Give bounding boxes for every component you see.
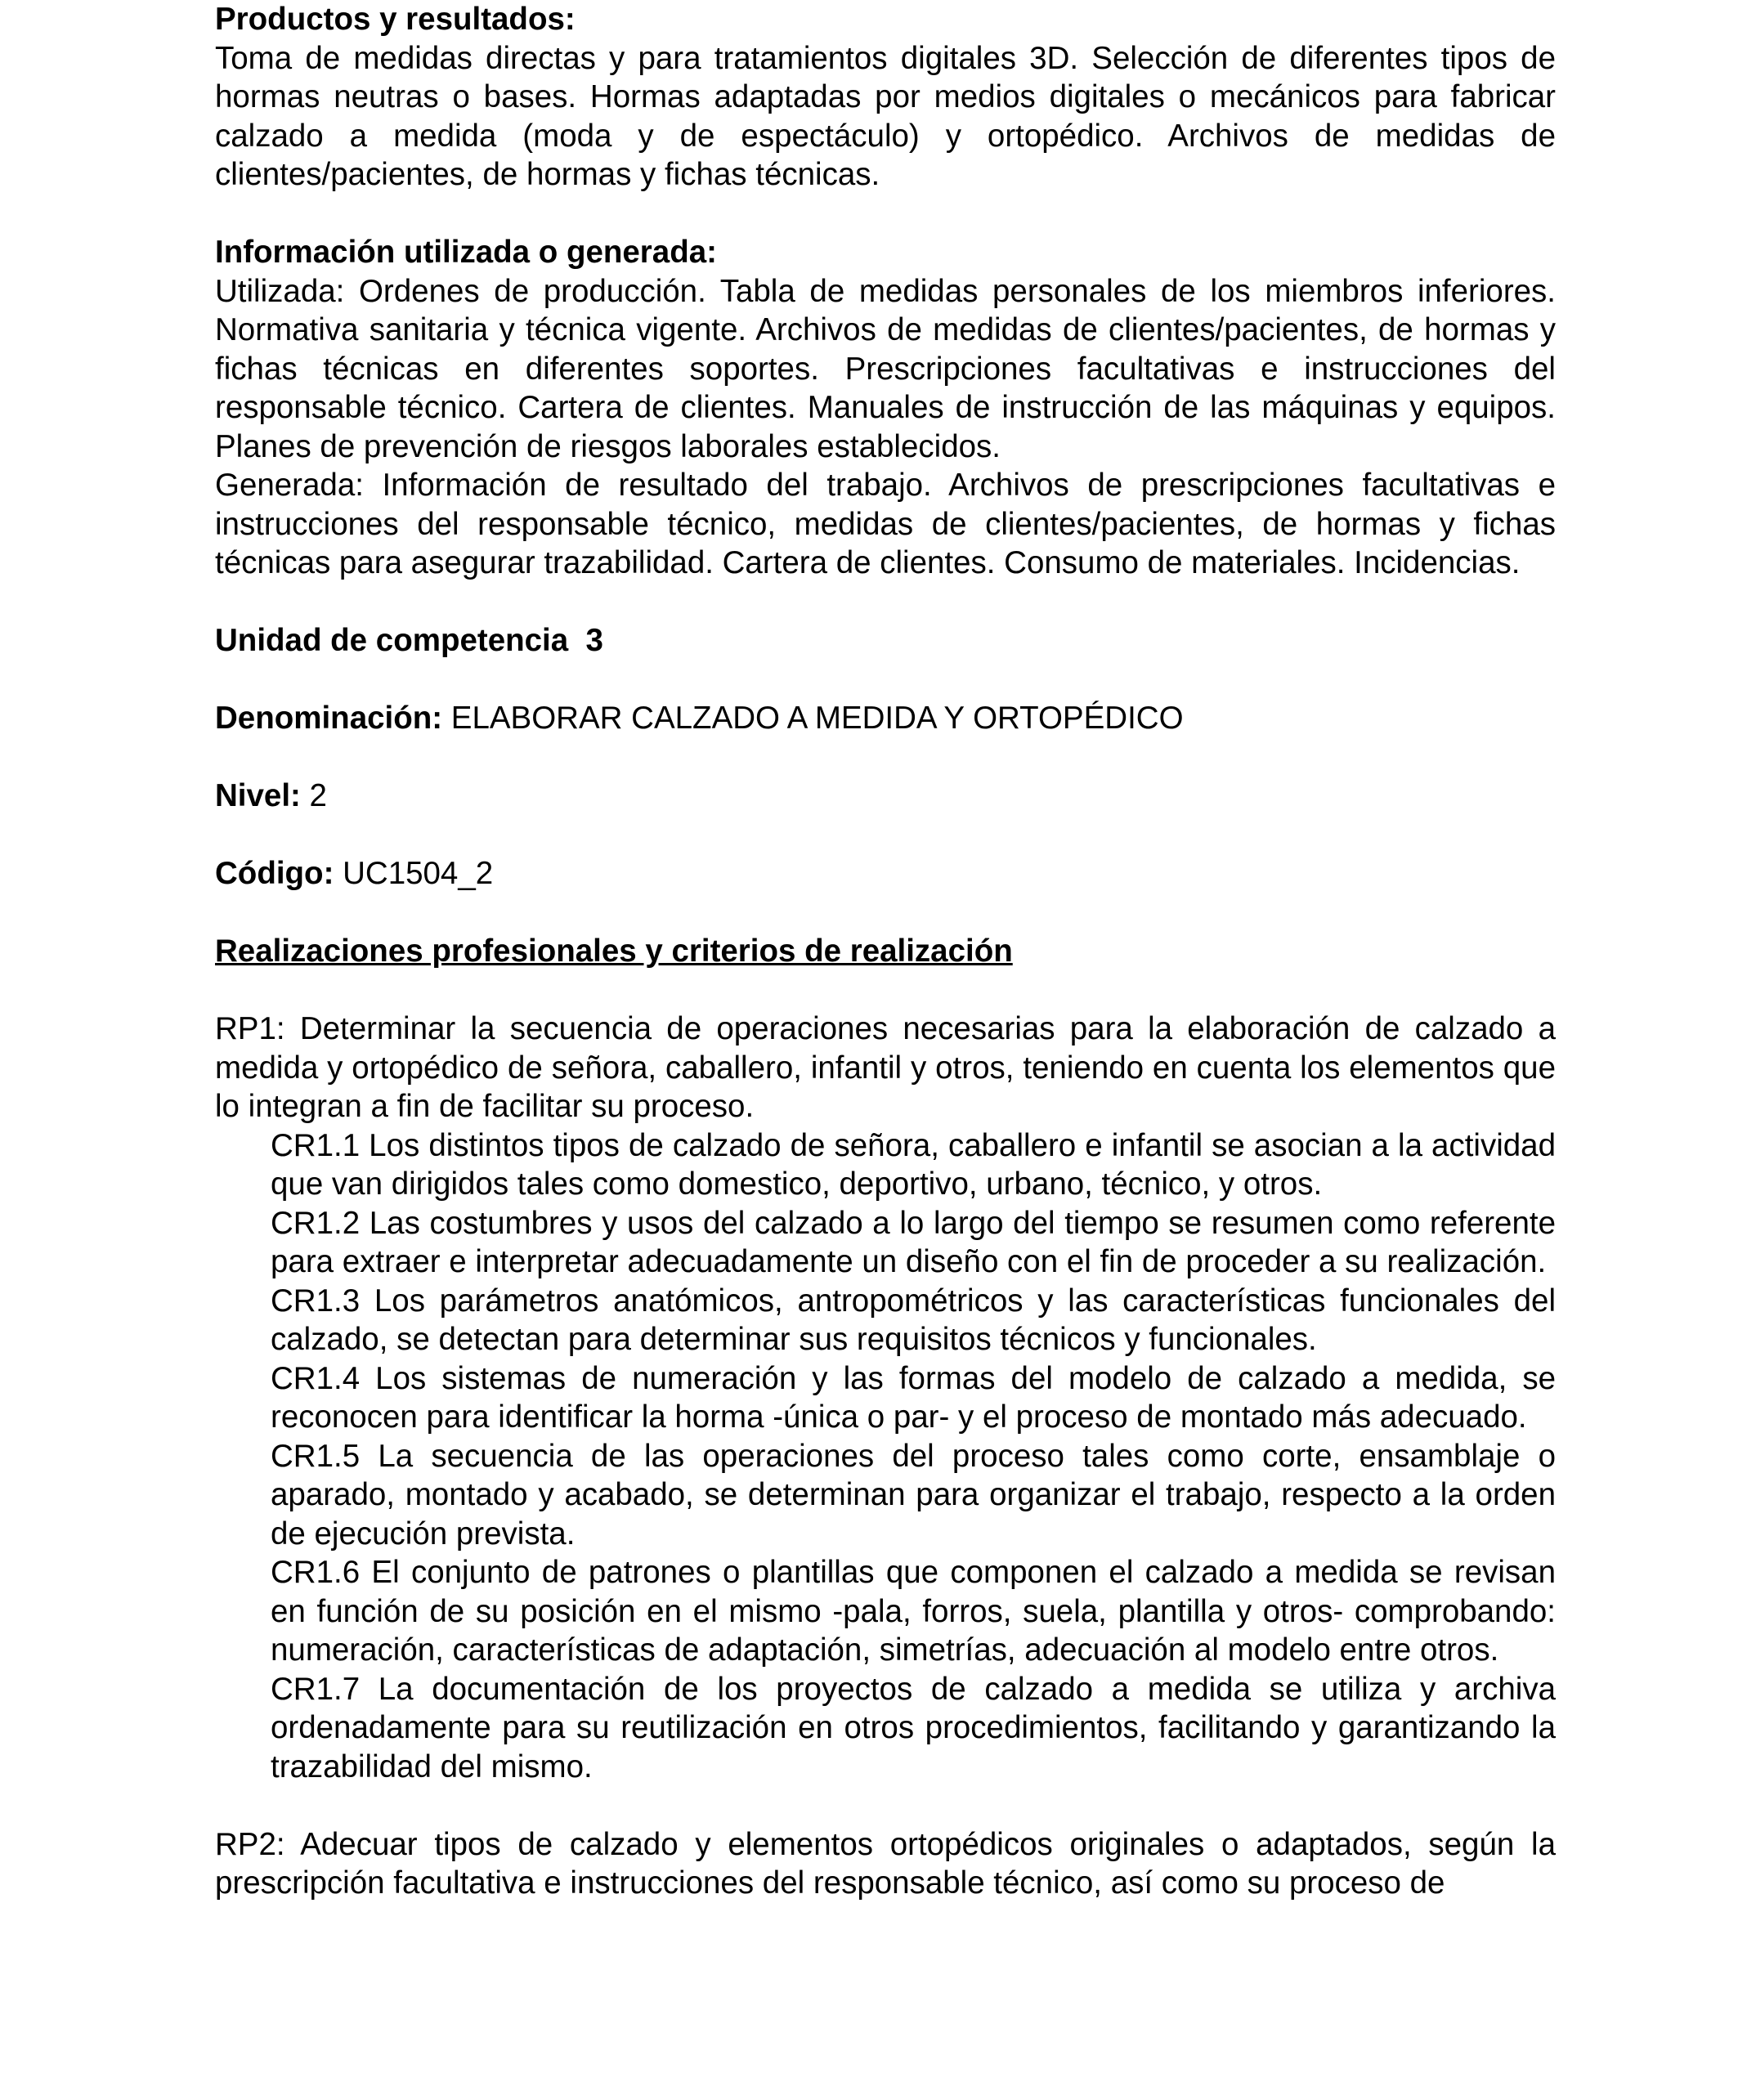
informacion-utilizada: Utilizada: Ordenes de producción. Tabla de medidas personales de los miembros inferiores. Normativa sanitaria y técnica vigente. Archivos de medidas de clientes/pacientes, de hormas y fichas técnicas en diferentes soportes. Prescripciones facultativas e instrucciones del responsable técnico. Cartera de clientes. Manuales de instrucción de las máquinas y equipos. Planes de prevención de riesgos laborales establecidos. [215,273,1556,464]
informacion-generada: Generada: Información de resultado del trabajo. Archivos de prescripciones facultativas e instrucciones del responsable técnico, medidas de clientes/pacientes, de hormas y fichas técnicas para asegurar trazabilidad. Cartera de clientes. Consumo de materiales. Incidencias. [215,468,1556,580]
spacer [215,1786,1556,1825]
rp2-text: RP2: Adecuar tipos de calzado y elementos ortopédicos originales o adaptados, según la prescripción facultativa e instrucciones del responsable técnico, así como su proceso de [215,1826,1556,1901]
productos-heading: Productos y resultados: [215,2,576,37]
criterion-item: CR1.6 El conjunto de patrones o plantillas que componen el calzado a medida se revisan en función de su posición en el mismo -pala, forros, suela, plantilla y otros- comprobando: numeración, características de adaptación, simetrías, adecuación al modelo entre otros. [271,1555,1556,1668]
realizaciones-heading: Realizaciones profesionales y criterios de realización [215,934,1013,969]
spacer [215,893,1556,933]
spacer [215,195,1556,234]
denominacion-line [215,699,1556,738]
spacer [215,816,1556,855]
spacer [215,738,1556,777]
criterion-item: CR1.3 Los parámetros anatómicos, antropométricos y las características funcionales del calzado, se detectan para determinar sus requisitos técnicos y funcionales. [271,1283,1556,1357]
codigo-label: Código: [215,856,334,891]
nivel-line [215,777,1556,816]
criterion-item: CR1.4 Los sistemas de numeración y las formas del modelo de calzado a medida, se reconocen para identificar la horma -única o par- y el proceso de montado más adecuado. [271,1360,1556,1435]
spacer [215,583,1556,622]
codigo-value: UC1504_2 [334,856,494,891]
criteria-list [271,1126,1556,1787]
spacer [215,660,1556,700]
unidad-title: Unidad de competencia 3 [215,623,603,658]
denominacion-label: Denominación: [215,701,443,736]
criterion-item: CR1.5 La secuencia de las operaciones del proceso tales como corte, ensamblaje o aparado, montado y acabado, se determinan para organizar el trabajo, respecto a la orden de ejecución prevista. [271,1438,1556,1551]
informacion-heading: Información utilizada o generada: [215,235,717,270]
nivel-label: Nivel: [215,778,301,813]
criterion-item: CR1.1 Los distintos tipos de calzado de señora, caballero e infantil se asocian a la actividad que van dirigidos tales como domestico, deportivo, urbano, técnico, y otros. [271,1127,1556,1202]
spacer [215,971,1556,1010]
codigo-line [215,854,1556,893]
nivel-value: 2 [300,778,327,813]
criterion-item: CR1.7 La documentación de los proyectos de calzado a medida se utiliza y archiva ordenadamente para su reutilización en otros procedimientos, facilitando y garantizando la trazabilidad del mismo. [271,1671,1556,1784]
document-page [215,0,1556,1903]
denominacion-value: ELABORAR CALZADO A MEDIDA Y ORTOPÉDICO [442,701,1184,736]
criterion-item: CR1.2 Las costumbres y usos del calzado a lo largo del tiempo se resumen como referente para extraer e interpretar adecuadamente un diseño con el fin de proceder a su realización. [271,1205,1556,1279]
rp1-text: RP1: Determinar la secuencia de operaciones necesarias para la elaboración de calzado a medida y ortopédico de señora, caballero, infantil y otros, teniendo en cuenta los elementos que lo integran a fin de facilitar su proceso. [215,1011,1556,1124]
productos-text: Toma de medidas directas y para tratamientos digitales 3D. Selección de diferentes tipos de hormas neutras o bases. Hormas adaptadas por medios digitales o mecánicos para fabricar calzado a medida (moda y de espectáculo) y ortopédico. Archivos de medidas de clientes/pacientes, de hormas y fichas técnicas. [215,40,1556,192]
